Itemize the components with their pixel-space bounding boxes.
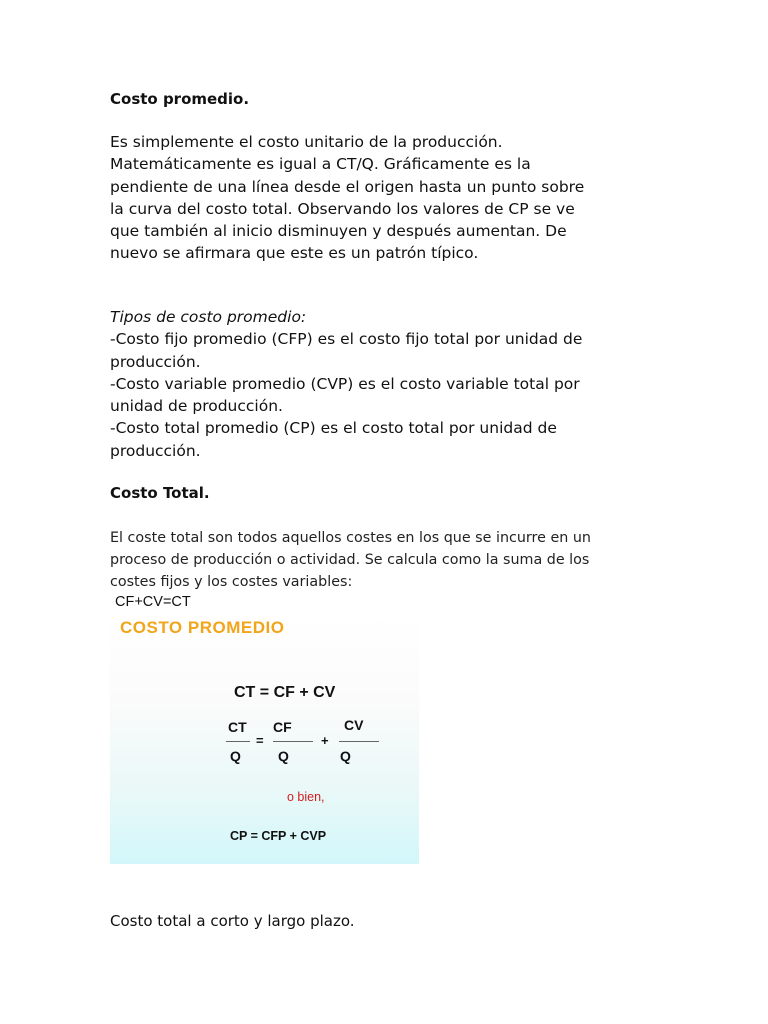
equation-ct: CT = CF + CV	[234, 684, 336, 701]
paragraph-line: proceso de producción o actividad. Se calcula como la suma de los	[110, 552, 590, 568]
paragraph-line: Es simplemente el costo unitario de la producción.	[110, 133, 503, 151]
fraction-plus: +	[321, 733, 329, 748]
list-line: unidad de producción.	[110, 397, 283, 416]
costo-total-paragraph	[110, 527, 670, 593]
fraction-cv-denominator: Q	[340, 748, 351, 764]
paragraph-line: Matemáticamente es igual a CT/Q. Gráficamente es la	[110, 155, 531, 174]
section-title-corto-largo-plazo: Costo total a corto y largo plazo.	[110, 912, 355, 930]
fraction-lhs-denominator: Q	[230, 748, 241, 764]
fraction-cf-numerator: CF	[273, 719, 292, 735]
tipos-heading: Tipos de costo promedio:	[110, 308, 307, 326]
fraction-bar	[339, 741, 379, 742]
paragraph-line: la curva del costo total. Observando los valores de CP se ve	[110, 199, 575, 218]
fraction-lhs-numerator: CT	[228, 719, 247, 735]
list-line: -Costo variable promedio (CVP) es el costo variable total por	[110, 374, 580, 393]
paragraph-line: costes fijos y los costes variables:	[110, 574, 353, 590]
paragraph-line: nuevo se afirmara que este es un patrón típico.	[110, 244, 479, 263]
fraction-cf-denominator: Q	[278, 748, 289, 764]
fraction-equals: =	[256, 733, 264, 748]
paragraph-line: que también al inicio disminuyen y después aumentan. De	[110, 222, 567, 241]
tipos-costo-promedio-list	[110, 306, 670, 462]
list-line: producción.	[110, 441, 201, 460]
or-text: o bien,	[287, 790, 325, 804]
costo-promedio-figure	[110, 614, 419, 864]
paragraph-line: El coste total son todos aquellos costes en los que se incurre en un	[110, 530, 591, 546]
equation-cp: CP = CFP + CVP	[230, 829, 327, 843]
paragraph-line: pendiente de una línea desde el origen hasta un punto sobre	[110, 177, 585, 196]
section-title-costo-promedio: Costo promedio.	[110, 90, 250, 108]
list-line: -Costo fijo promedio (CFP) es el costo fijo total por unidad de	[110, 330, 583, 349]
section-title-costo-total: Costo Total.	[110, 484, 210, 502]
fraction-bar	[226, 741, 250, 742]
fraction-bar	[273, 741, 313, 742]
costo-total-formula: CF+CV=CT	[115, 594, 191, 610]
fraction-cv-numerator: CV	[344, 717, 364, 733]
costo-promedio-paragraph	[110, 131, 670, 265]
figure-title: COSTO PROMEDIO	[120, 618, 285, 637]
list-line: -Costo total promedio (CP) es el costo total por unidad de	[110, 419, 557, 438]
list-line: producción.	[110, 352, 201, 371]
